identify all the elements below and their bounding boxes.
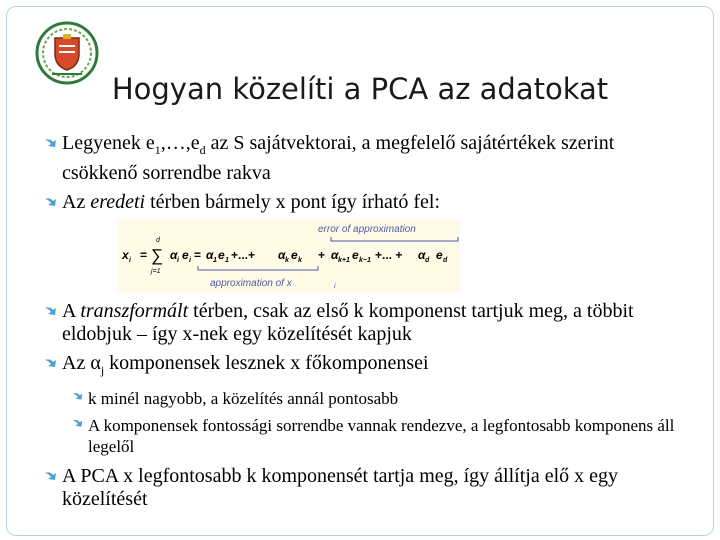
expd: α [418, 248, 426, 262]
slide-title: Hogyan közelíti a PCA az adatokat [111, 72, 609, 106]
bullet-arrow-icon [44, 137, 58, 151]
sum-symbol: ∑ [151, 246, 164, 265]
bullet-eigenvectors [44, 132, 684, 185]
bullet-text: Legyenek e [62, 132, 155, 154]
sum-top: d [156, 237, 160, 244]
bullet-arrow-icon [44, 357, 58, 371]
bullet-text: Az α [62, 352, 101, 374]
expk-e: e [291, 248, 298, 262]
plus: + [318, 248, 326, 262]
subscript: j [100, 363, 105, 377]
sub-bullet-text: k minél nagyobb, a közelítés annál pontosabb [88, 389, 399, 408]
exp1-e-sub: 1 [225, 257, 229, 264]
pca-formula [118, 220, 460, 292]
bullet-original-space [44, 191, 684, 214]
bullet-arrow-icon [44, 305, 58, 319]
plus-dots-2: +... + [375, 248, 403, 262]
sum-term-sub: i [177, 257, 179, 264]
bullet-transformed-space [44, 300, 684, 346]
sum-bottom: j=1 [151, 268, 161, 275]
bullet-text: komponensek lesznek x főkomponensei [104, 352, 429, 374]
formula-equals-2: = [194, 248, 202, 262]
bullet-arrow-icon [44, 470, 58, 484]
bullet-text: A PCA x legfontosabb k komponensét tartja meg, így állítja elő x egy közelítését [62, 465, 619, 510]
formula-lhs-sub: i [129, 257, 131, 264]
bullet-text: ,…,e [160, 132, 200, 154]
bullet-text: az S sajátvektorai, a megfelelő sajátértékek szerint csökkenő sorrendbe rakva [62, 132, 615, 184]
expd-sub: d [425, 257, 430, 264]
sum-term-e-sub: i [189, 257, 191, 264]
error-label: error of approximation [318, 224, 416, 235]
bullet-arrow-icon [72, 391, 84, 403]
expk1: α [331, 248, 339, 262]
expk: α [278, 248, 286, 262]
approx-label-sub: i [334, 283, 336, 290]
exp1-e: e [218, 248, 225, 262]
sum-term-e: e [182, 248, 189, 262]
expd-e-sub: d [443, 257, 448, 264]
approx-brace [198, 266, 318, 270]
sub-bullet-text: A komponensek fontossági sorrendbe vannak rendezve, a legfontosabb komponens áll legelől [88, 416, 675, 456]
expd-e: e [436, 248, 443, 262]
expk1-sub: k+1 [338, 257, 350, 264]
error-brace [331, 237, 458, 241]
approx-label: approximation of x [210, 278, 292, 289]
bullet-pca-summary [44, 465, 684, 511]
sub-bullet-k-larger [72, 388, 684, 409]
exp1: α [206, 248, 214, 262]
formula-equals: = [140, 248, 148, 262]
expk-sub: k [285, 257, 289, 264]
expk-e-sub: k [298, 257, 302, 264]
expk1-e-sub: k−1 [359, 257, 371, 264]
sub-bullet-ordering [72, 415, 684, 457]
expk1-e: e [352, 248, 359, 262]
exp1-sub: 1 [213, 257, 217, 264]
bullet-arrow-icon [72, 418, 84, 430]
sum-term: α [170, 248, 178, 262]
bullet-text: térben bármely x pont így írható fel: [145, 191, 441, 213]
bullet-principal-components [44, 352, 684, 382]
emphasis: eredeti [90, 191, 146, 213]
formula-lhs: x [122, 248, 129, 262]
emphasis: transzformált [80, 300, 189, 322]
bullet-text: térben, csak az első k komponenst tartjuk meg, a többit eldobjuk – így x-nek egy közelítését kapjuk [62, 300, 634, 345]
formula-graphic [118, 220, 460, 292]
subscript: 1 [154, 143, 161, 157]
subscript: d [199, 143, 206, 157]
bullet-text: A [62, 300, 81, 322]
bullet-text: Az [62, 191, 91, 213]
bullet-arrow-icon [44, 196, 58, 210]
slide-content [44, 132, 684, 517]
plus-dots: +...+ [231, 248, 256, 262]
